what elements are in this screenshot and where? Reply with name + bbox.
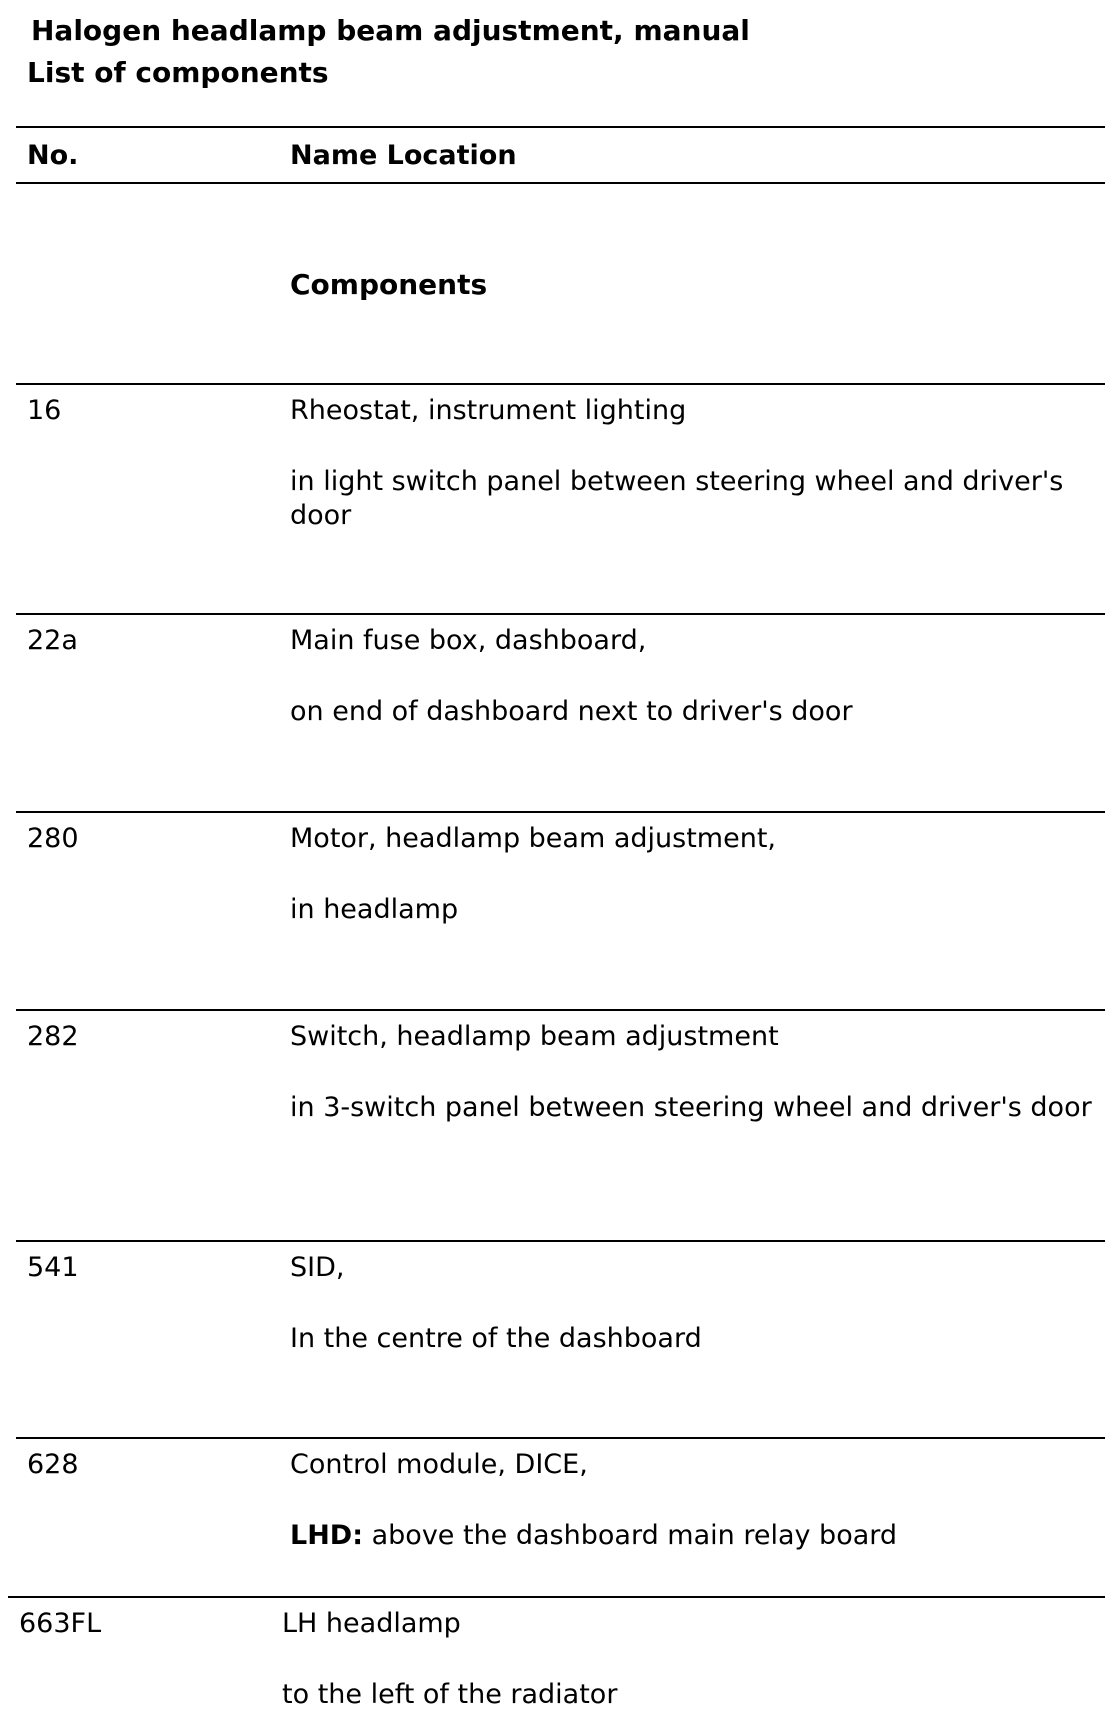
header-name-location: Name Location [290,140,517,171]
component-location: in light switch panel between steering wheel and driver's door [290,466,1064,531]
region-label: LHD: [290,1520,364,1551]
component-number: 663FL [19,1608,102,1639]
component-location: in headlamp [290,894,459,925]
component-number: 541 [27,1252,79,1283]
component-location: to the left of the radiator [282,1679,618,1710]
component-number: 628 [27,1449,79,1480]
component-number: 280 [27,823,79,854]
table-rule [16,126,1105,128]
location-text: above the dashboard main relay board [371,1520,898,1551]
component-name: Control module, DICE, [290,1449,588,1480]
component-location: In the centre of the dashboard [290,1323,702,1354]
component-location: in 3-switch panel between steering wheel and driver's door [290,1092,1092,1123]
table-rule [16,613,1105,615]
section-heading: Components [290,268,488,301]
component-name: SID, [290,1252,345,1283]
component-location: on end of dashboard next to driver's door [290,696,853,727]
table-rule [16,1240,1105,1242]
document-title: Halogen headlamp beam adjustment, manual [31,14,750,47]
component-name: LH headlamp [282,1608,461,1639]
table-rule [16,383,1105,385]
component-name: Motor, headlamp beam adjustment, [290,823,776,854]
component-number: 22a [27,625,78,656]
component-location [290,1519,1100,1553]
document-subtitle: List of components [27,56,329,89]
component-number: 282 [27,1021,79,1052]
component-name: Main fuse box, dashboard, [290,625,647,656]
component-name: Switch, headlamp beam adjustment [290,1021,779,1052]
table-rule [16,182,1105,184]
component-number: 16 [27,395,62,426]
table-rule [16,1437,1105,1439]
table-rule [16,811,1105,813]
component-name: Rheostat, instrument lighting [290,395,687,426]
header-no: No. [27,140,79,171]
table-rule [16,1009,1105,1011]
table-rule [8,1596,1105,1598]
